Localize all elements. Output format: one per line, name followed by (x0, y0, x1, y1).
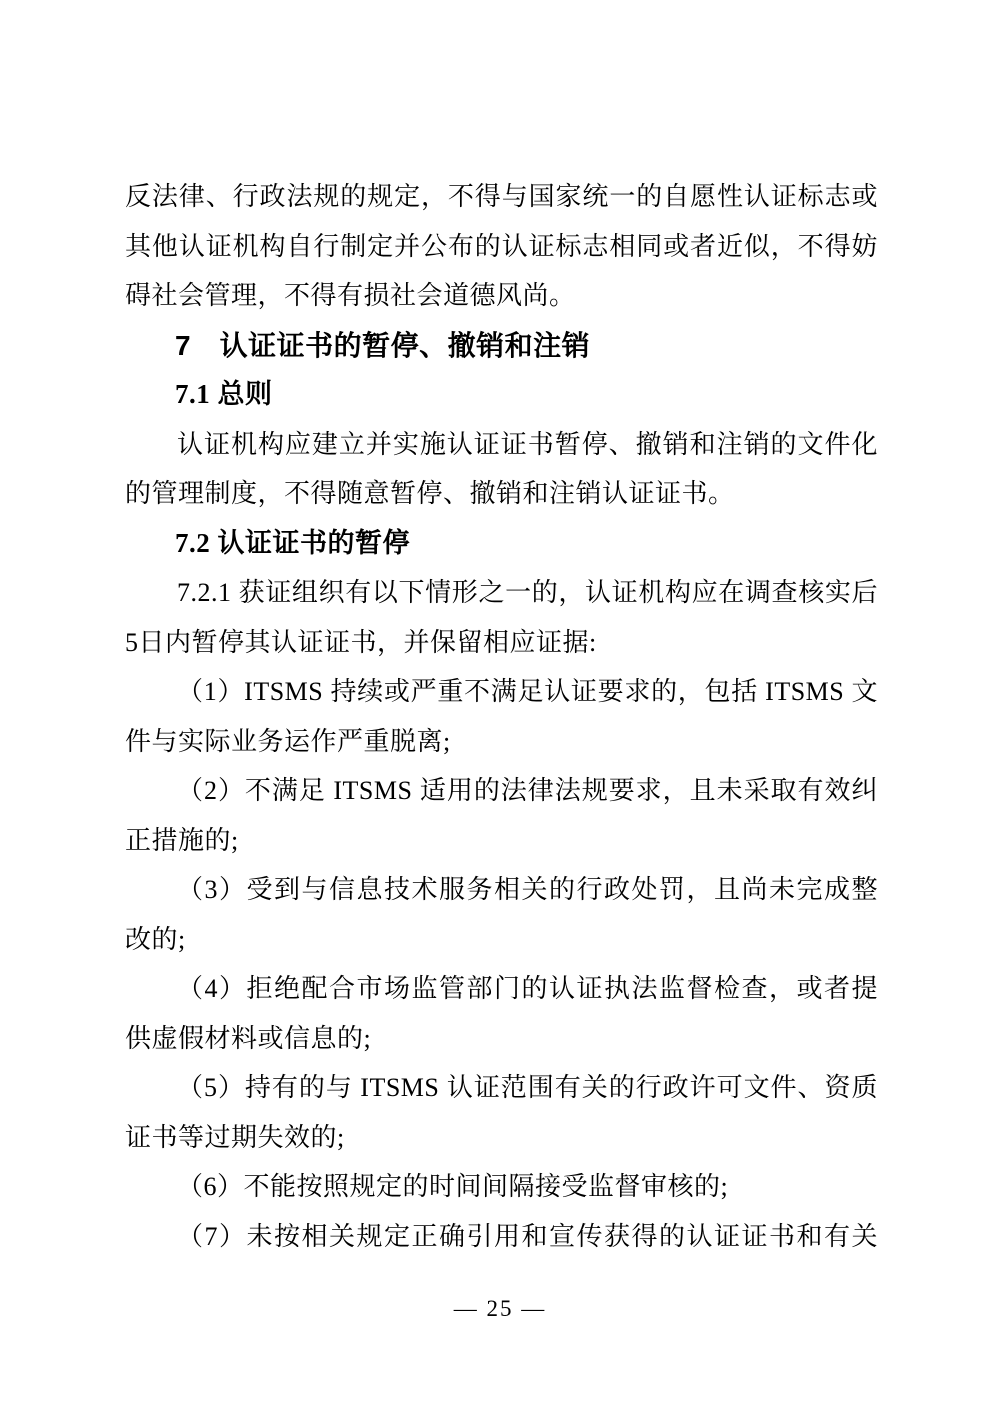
document-line: （1）ITSMS 持续或严重不满足认证要求的，包括 ITSMS 文 (177, 677, 878, 706)
document-line: （5）持有的与 ITSMS 认证范围有关的行政许可文件、资质 (177, 1073, 878, 1102)
document-line: 件与实际业务运作严重脱离; (125, 726, 451, 756)
document-line: 7.2.1 获证组织有以下情形之一的，认证机构应在调查核实后 (177, 578, 878, 607)
document-line: 供虚假材料或信息的; (125, 1023, 372, 1053)
document-line: 认证机构应建立并实施认证证书暂停、撤销和注销的文件化 (177, 429, 878, 459)
document-line: 碍社会管理，不得有损社会道德风尚。 (125, 281, 576, 310)
document-line: 正措施的; (125, 825, 239, 855)
document-line: 改的; (125, 924, 186, 954)
document-line: 反法律、行政法规的规定，不得与国家统一的自愿性认证标志或 (125, 182, 878, 211)
document-line: （2）不满足 ITSMS 适用的法律法规要求，且未采取有效纠 (177, 776, 878, 805)
document-line: （3）受到与信息技术服务相关的行政处罚，且尚未完成整 (177, 875, 878, 904)
document-line: 的管理制度，不得随意暂停、撤销和注销认证证书。 (125, 479, 735, 508)
document-line: （7）未按相关规定正确引用和宣传获得的认证证书和有关 (177, 1221, 878, 1251)
heading-line: 7 认证证书的暂停、撤销和注销 (175, 329, 591, 361)
document-line: 证书等过期失效的; (125, 1122, 345, 1152)
document-line: 5日内暂停其认证证书，并保留相应证据: (125, 627, 597, 657)
heading-line: 7.1 总则 (175, 379, 273, 409)
document-line: 其他认证机构自行制定并公布的认证标志相同或者近似，不得妨 (125, 231, 878, 261)
document-line: （4）拒绝配合市场监管部门的认证执法监督检查，或者提 (177, 974, 878, 1003)
document-lines (125, 0, 878, 1261)
document-line: （6）不能按照规定的时间间隔接受监督审核的; (177, 1172, 729, 1201)
page-number: — 25 — (453, 1296, 547, 1321)
heading-line: 7.2 认证证书的暂停 (175, 527, 410, 558)
